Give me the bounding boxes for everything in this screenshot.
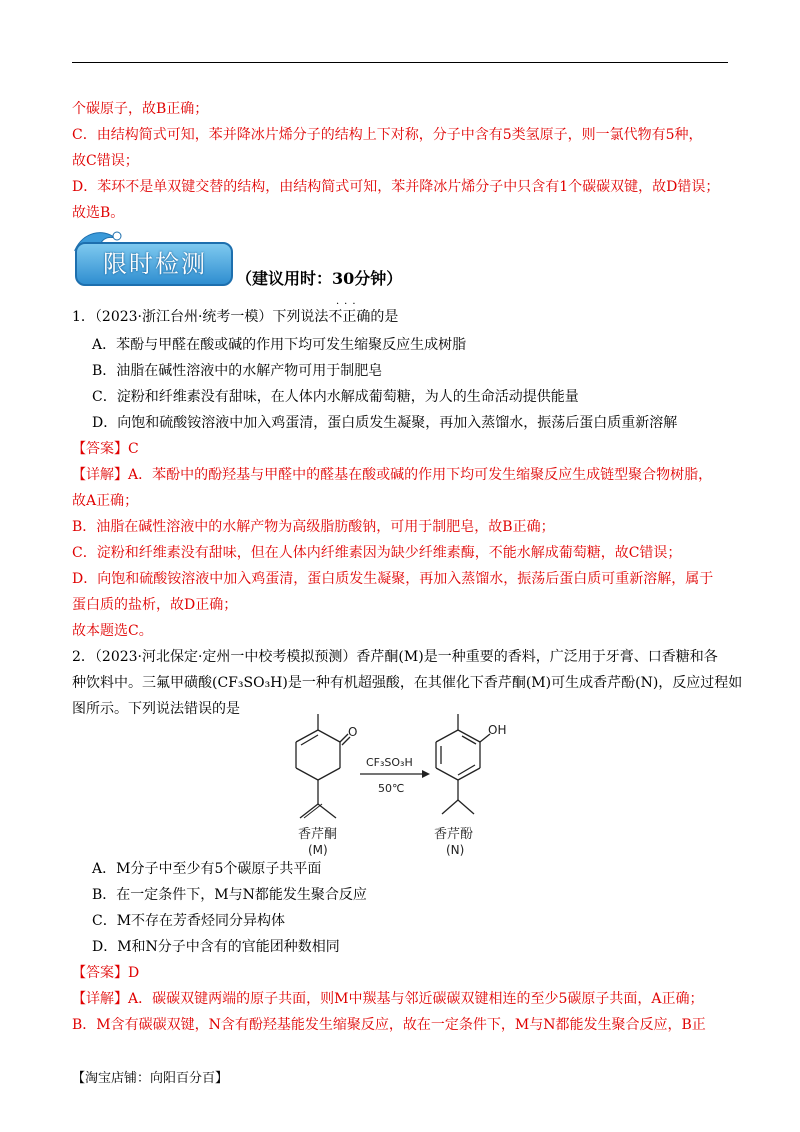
q1-option-d: D．向饱和硫酸铵溶液中加入鸡蛋清，蛋白质发生凝聚，再加入蒸馏水，振荡后蛋白质重新溶解 bbox=[92, 415, 678, 431]
q2-stem-line: 2．（2023·河北保定·定州一中校考模拟预测）香芹酮(M)是一种重要的香料，广泛用于牙膏、口香糖和各 bbox=[72, 649, 718, 665]
q2-stem-line: 图所示。下列说法错误的是 bbox=[72, 701, 240, 717]
condition-label: 50℃ bbox=[378, 782, 405, 795]
q2-option-d: D．M和N分子中含有的官能团种数相同 bbox=[92, 939, 340, 955]
q1-explanation-line: 故本题选C。 bbox=[72, 623, 153, 639]
reagent-label: CF₃SO₃H bbox=[366, 756, 413, 769]
q2-option-b: B．在一定条件下，M与N都能发生聚合反应 bbox=[92, 887, 367, 903]
q2-option-a: A．M分子中至少有5个碳原子共平面 bbox=[92, 861, 322, 877]
q1-option-c: C．淀粉和纤维素没有甜味，在人体内水解成葡萄糖，为人的生命活动提供能量 bbox=[92, 389, 579, 405]
carvacrol-structure bbox=[436, 714, 490, 814]
section-banner bbox=[75, 230, 235, 288]
n-name-label: 香芹酚 bbox=[434, 827, 474, 842]
banner-label: 限时检测 bbox=[103, 250, 207, 278]
header-rule bbox=[72, 62, 728, 63]
q2-option-c: C．M不存在芳香烃同分异构体 bbox=[92, 913, 286, 929]
q2-explanation-line: B．M含有碳碳双键，N含有酚羟基能发生缩聚反应，故在一定条件下，M与N都能发生聚合反应，B正 bbox=[72, 1017, 706, 1033]
emphasis-dots: ··· bbox=[336, 299, 361, 310]
q1-explanation-line: D．向饱和硫酸铵溶液中加入鸡蛋清，蛋白质发生凝聚，再加入蒸馏水，振荡后蛋白质可重新溶解，属于 bbox=[72, 571, 714, 587]
page-footer: 【淘宝店铺：向阳百分百】 bbox=[72, 1071, 229, 1086]
reaction-diagram bbox=[270, 712, 530, 862]
q1-option-b: B．油脂在碱性溶液中的水解产物可用于制肥皂 bbox=[92, 363, 383, 379]
carvone-structure bbox=[296, 714, 350, 818]
continuation-line-3: 故C错误； bbox=[72, 153, 139, 169]
hydroxyl-label: OH bbox=[488, 723, 507, 737]
continuation-line-4: D．苯环不是单双键交替的结构，由结构简式可知，苯并降冰片烯分子中只含有1个碳碳双键，故D错误； bbox=[72, 179, 720, 195]
m-name-label: 香芹酮 bbox=[298, 827, 338, 842]
section-time-hint: （建议用时：30分钟） bbox=[236, 269, 403, 288]
q1-option-a: A．苯酚与甲醛在酸或碱的作用下均可发生缩聚反应生成树脂 bbox=[92, 337, 467, 353]
continuation-line-1: 个碳原子，故B正确； bbox=[72, 101, 209, 117]
m-tag-label: (M) bbox=[308, 843, 328, 857]
n-tag-label: (N) bbox=[446, 843, 465, 857]
continuation-line-5: 故选B。 bbox=[72, 205, 125, 221]
q1-explanation-line: C．淀粉和纤维素没有甜味，但在人体内纤维素因为缺少纤维素酶，不能水解成葡萄糖，故C错误； bbox=[72, 545, 682, 561]
q2-stem-line: 种饮料中。三氟甲磺酸(CF₃SO₃H)是一种有机超强酸，在其催化下香芹酮(M)可生成香芹酚(N)，反应过程如 bbox=[72, 675, 743, 691]
continuation-line-2: C．由结构简式可知，苯并降冰片烯分子的结构上下对称，分子中含有5类氢原子，则一氯代物有5种， bbox=[72, 127, 703, 143]
q1-answer: 【答案】C bbox=[72, 441, 139, 457]
q2-answer: 【答案】D bbox=[72, 965, 140, 981]
q1-explanation-line: 蛋白质的盐析，故D正确； bbox=[72, 597, 238, 613]
arrow-head-icon bbox=[422, 770, 430, 778]
q1-stem: 1．（2023·浙江台州·统考一模）下列说法不正确的是 bbox=[72, 309, 399, 325]
q2-explanation-line: 【详解】A．碳碳双键两端的原子共面，则M中羰基与邻近碳碳双键相连的至少5碳原子共面，A正确； bbox=[72, 991, 704, 1007]
q1-explanation-line: 故A正确； bbox=[72, 493, 139, 509]
q1-explanation-line: 【详解】A．苯酚中的酚羟基与甲醛中的醛基在酸或碱的作用下均可发生缩聚反应生成链型聚合物树脂， bbox=[72, 467, 713, 483]
carbonyl-oxygen-label: O bbox=[348, 725, 358, 739]
q1-explanation-line: B．油脂在碱性溶液中的水解产物为高级脂肪酸钠，可用于制肥皂，故B正确； bbox=[72, 519, 555, 535]
